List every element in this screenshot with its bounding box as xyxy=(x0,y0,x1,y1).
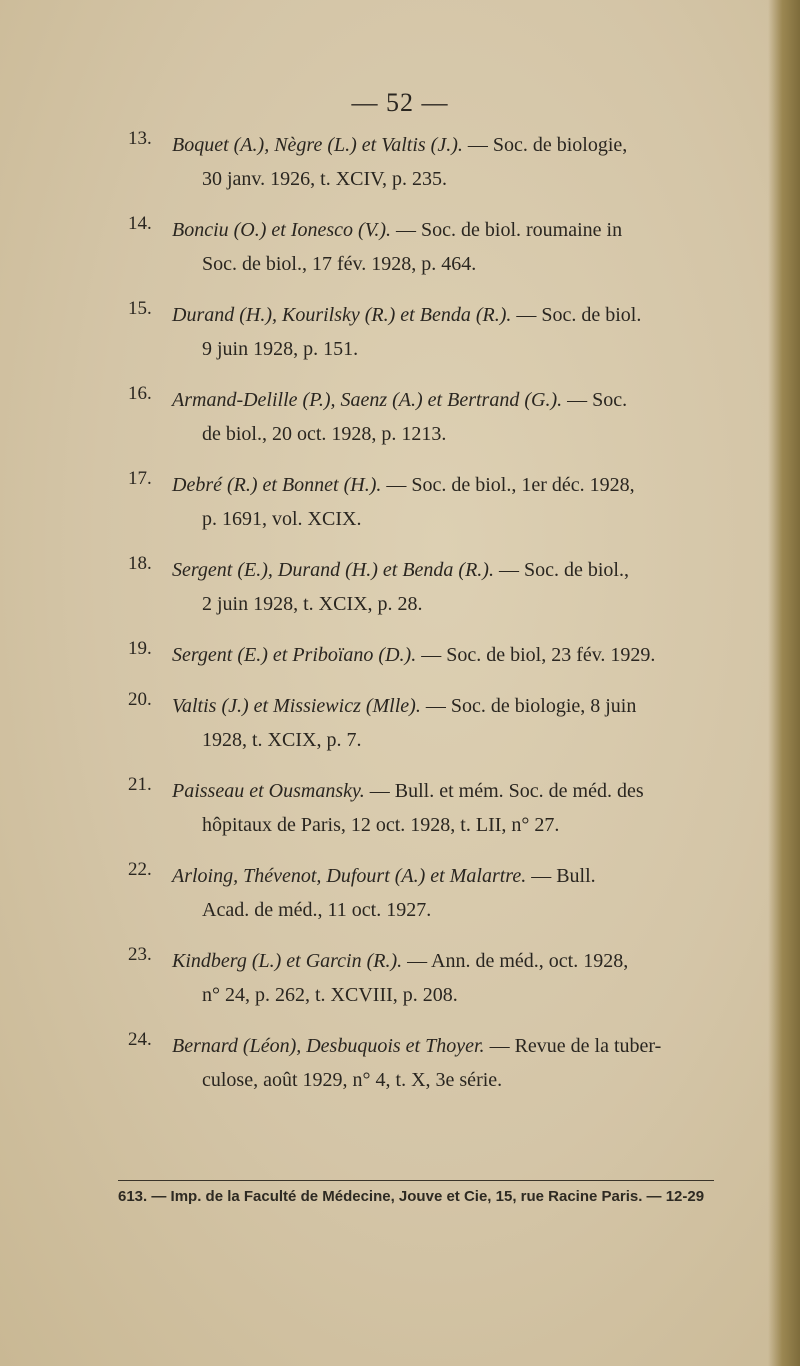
entry-source: — Bull. et mém. Soc. de méd. des xyxy=(364,780,644,802)
entry-authors: Sergent (E.), Durand (H.) et Benda (R.). xyxy=(172,559,494,581)
entry-authors: Armand-Delille (P.), Saenz (A.) et Bertrand (G.). xyxy=(172,389,563,411)
entry-source: — Soc. de biologie, xyxy=(462,134,628,156)
bibliography-entry xyxy=(130,689,750,757)
entry-number: 21. xyxy=(128,774,152,795)
entry-line-1 xyxy=(130,128,750,162)
bibliography-entry xyxy=(130,383,750,451)
entry-line-1 xyxy=(130,468,750,502)
page-number: — 52 — xyxy=(351,88,449,117)
entry-line-2: de biol., 20 oct. 1928, p. 1213. xyxy=(202,423,447,445)
entry-authors: Bonciu (O.) et Ionesco (V.). xyxy=(172,219,392,241)
entry-source: — Soc. de biol. roumaine in xyxy=(391,219,623,241)
book-spine-shadow xyxy=(768,0,800,1366)
entry-source: — Revue de la tuber- xyxy=(484,1035,662,1057)
entry-line-1 xyxy=(130,638,750,672)
entry-line-1 xyxy=(130,689,750,723)
entry-source: — Soc. de biol, 23 fév. 1929. xyxy=(416,644,656,666)
entry-authors: Kindberg (L.) et Garcin (R.). xyxy=(172,950,403,972)
entry-number: 18. xyxy=(128,553,152,574)
bibliography-entry xyxy=(130,774,750,842)
entry-line-1 xyxy=(130,213,750,247)
bibliography-entry xyxy=(130,213,750,281)
bibliography-entry xyxy=(130,859,750,927)
bibliography-entry xyxy=(130,1029,750,1097)
entry-line-1 xyxy=(130,383,750,417)
entry-number: 22. xyxy=(128,859,152,880)
entry-source: — Soc. de biol., 1er déc. 1928, xyxy=(381,474,635,496)
entry-line-2: 1928, t. XCIX, p. 7. xyxy=(202,729,362,751)
entry-authors: Arloing, Thévenot, Dufourt (A.) et Malartre. xyxy=(172,865,527,887)
bibliography-entry xyxy=(130,944,750,1012)
entry-line-2: Soc. de biol., 17 fév. 1928, p. 464. xyxy=(202,253,477,275)
entry-line-1 xyxy=(130,944,750,978)
entry-authors: Bernard (Léon), Desbuquois et Thoyer. xyxy=(172,1035,485,1057)
entry-source: — Soc. de biol., xyxy=(493,559,629,581)
entry-number: 14. xyxy=(128,213,152,234)
entry-line-2: culose, août 1929, n° 4, t. X, 3e série. xyxy=(202,1069,503,1091)
entry-source: — Soc. de biol. xyxy=(511,304,642,326)
bibliography-entry xyxy=(130,298,750,366)
bibliography-list xyxy=(130,128,750,1114)
entry-line-1 xyxy=(130,774,750,808)
entry-authors: Valtis (J.) et Missiewicz (Mlle). xyxy=(172,695,421,717)
entry-number: 19. xyxy=(128,638,152,659)
entry-authors: Sergent (E.) et Priboïano (D.). xyxy=(172,644,417,666)
entry-number: 15. xyxy=(128,298,152,319)
entry-line-1 xyxy=(130,859,750,893)
entry-number: 16. xyxy=(128,383,152,404)
entry-line-2: n° 24, p. 262, t. XCVIII, p. 208. xyxy=(202,984,458,1006)
printer-imprint: 613. — Imp. de la Faculté de Médecine, Jouve et Cie, 15, rue Racine Paris. — 12-29 xyxy=(118,1188,705,1205)
entry-authors: Boquet (A.), Nègre (L.) et Valtis (J.). xyxy=(172,134,463,156)
entry-source: — Ann. de méd., oct. 1928, xyxy=(402,950,629,972)
entry-line-2: 9 juin 1928, p. 151. xyxy=(202,338,359,360)
entry-line-2: p. 1691, vol. XCIX. xyxy=(202,508,362,530)
entry-source: — Soc. xyxy=(562,389,628,411)
entry-line-1 xyxy=(130,553,750,587)
entry-authors: Paisseau et Ousmansky. xyxy=(172,780,365,802)
bibliography-entry xyxy=(130,128,750,196)
entry-line-1 xyxy=(130,298,750,332)
entry-authors: Durand (H.), Kourilsky (R.) et Benda (R.). xyxy=(172,304,512,326)
bibliography-entry xyxy=(130,638,750,672)
entry-number: 23. xyxy=(128,944,152,965)
bibliography-entry xyxy=(130,553,750,621)
entry-number: 24. xyxy=(128,1029,152,1050)
entry-source: — Soc. de biologie, 8 juin xyxy=(420,695,637,717)
entry-line-2: 30 janv. 1926, t. XCIV, p. 235. xyxy=(202,168,447,190)
entry-source: — Bull. xyxy=(526,865,596,887)
entry-line-2: Acad. de méd., 11 oct. 1927. xyxy=(202,899,432,921)
entry-line-2: 2 juin 1928, t. XCIX, p. 28. xyxy=(202,593,423,615)
entry-line-1 xyxy=(130,1029,750,1063)
entry-number: 20. xyxy=(128,689,152,710)
entry-line-2: hôpitaux de Paris, 12 oct. 1928, t. LII, n° 27. xyxy=(202,814,560,836)
entry-number: 13. xyxy=(128,128,152,149)
footer-rule xyxy=(118,1180,714,1181)
entry-authors: Debré (R.) et Bonnet (H.). xyxy=(172,474,382,496)
entry-number: 17. xyxy=(128,468,152,489)
bibliography-entry xyxy=(130,468,750,536)
